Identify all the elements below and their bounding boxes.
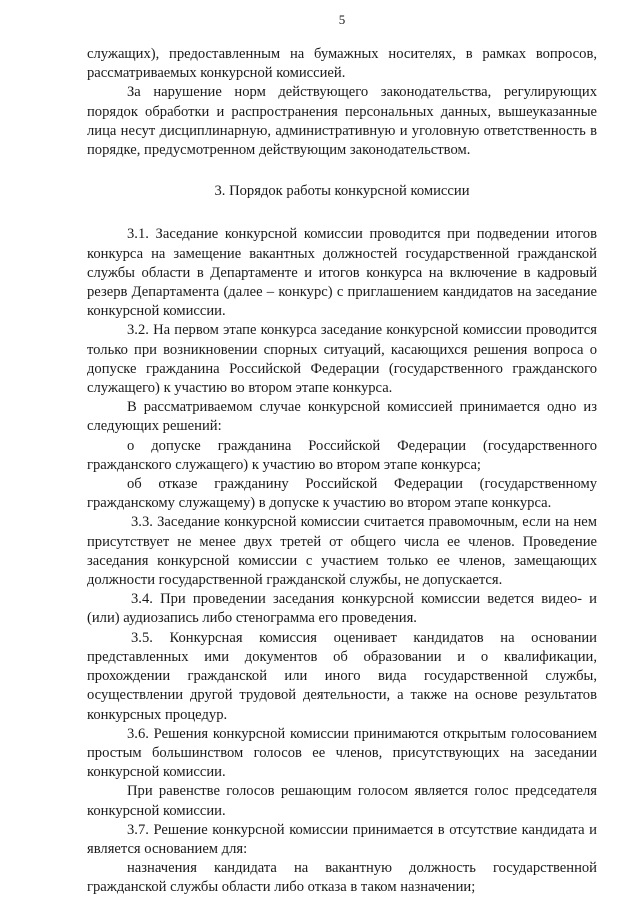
paragraph-3-2: 3.2. На первом этапе конкурса заседание конкурсной комиссии проводится только при возникновении спорных ситуаций, касающихся решения вопроса о допуске гражданина Российской Федерации (государственного гражданского служащего) к участию во втором этапе конкурса.	[87, 322, 597, 397]
section-title: 3. Порядок работы конкурсной комиссии	[214, 183, 470, 200]
paragraph-decisions-intro: В рассматриваемом случае конкурсной комиссией принимается одно из следующих решений:	[87, 399, 597, 435]
paragraph-decision-refuse: об отказе гражданину Российской Федерации (государственному гражданскому служащему) в допуске к участию во втором этапе конкурса.	[87, 476, 597, 512]
paragraph-3-6: 3.6. Решения конкурсной комиссии принимаются открытым голосованием простым большинством голосов ее членов, присутствующих на заседании конкурсной комиссии.	[87, 725, 597, 781]
paragraph-appointment: назначения кандидата на вакантную должность государственной гражданской службы области либо отказа в таком назначении;	[87, 860, 597, 896]
paragraph-tie-vote: При равенстве голосов решающим голосом является голос председателя конкурсной комиссии.	[87, 783, 597, 819]
paragraph-decision-admit: о допуске гражданина Российской Федерации (государственного гражданского служащего) к участию во втором этапе конкурса;	[87, 437, 597, 473]
paragraph-3-5: 3.5. Конкурсная комиссия оценивает кандидатов на основании представленных ими документов об образовании и о квалификации, прохождении гражданской или иного вида государственной службы, осуществлении другой трудовой деятельности, а также на основе результатов конкурсных процедур.	[87, 629, 597, 723]
paragraph-3-3: 3.3. Заседание конкурсной комиссии считается правомочным, если на нем присутствует не менее двух третей от общего числа ее членов. Проведение заседания конкурсной комиссии с участием только ее членов, замещающих должности государственной гражданской службы, не допускается.	[87, 514, 597, 589]
document-page	[87, 10, 597, 898]
page-number: 5	[338, 12, 346, 27]
paragraph-continuation: служащих), предоставленным на бумажных носителях, в рамках вопросов, рассматриваемых конкурсной комиссией.	[87, 46, 597, 82]
paragraph-3-4: 3.4. При проведении заседания конкурсной комиссии ведется видео- и (или) аудиозапись либо стенограмма его проведения.	[87, 591, 597, 627]
paragraph-liability: За нарушение норм действующего законодательства, регулирующих порядок обработки и распространения персональных данных, вышеуказанные лица несут дисциплинарную, административную и уголовную ответственность в порядке, предусмотренном действующим законодательством.	[87, 84, 597, 159]
paragraph-3-7: 3.7. Решение конкурсной комиссии принимается в отсутствие кандидата и является основанием для:	[87, 821, 597, 857]
paragraph-3-1: 3.1. Заседание конкурсной комиссии проводится при подведении итогов конкурса на замещение вакантных должностей государственной гражданской службы области в Департаменте и итогов конкурса на включение в кадровый резерв Департамента (далее – конкурс) с приглашением кандидатов на заседание конкурсной комиссии.	[87, 226, 597, 320]
